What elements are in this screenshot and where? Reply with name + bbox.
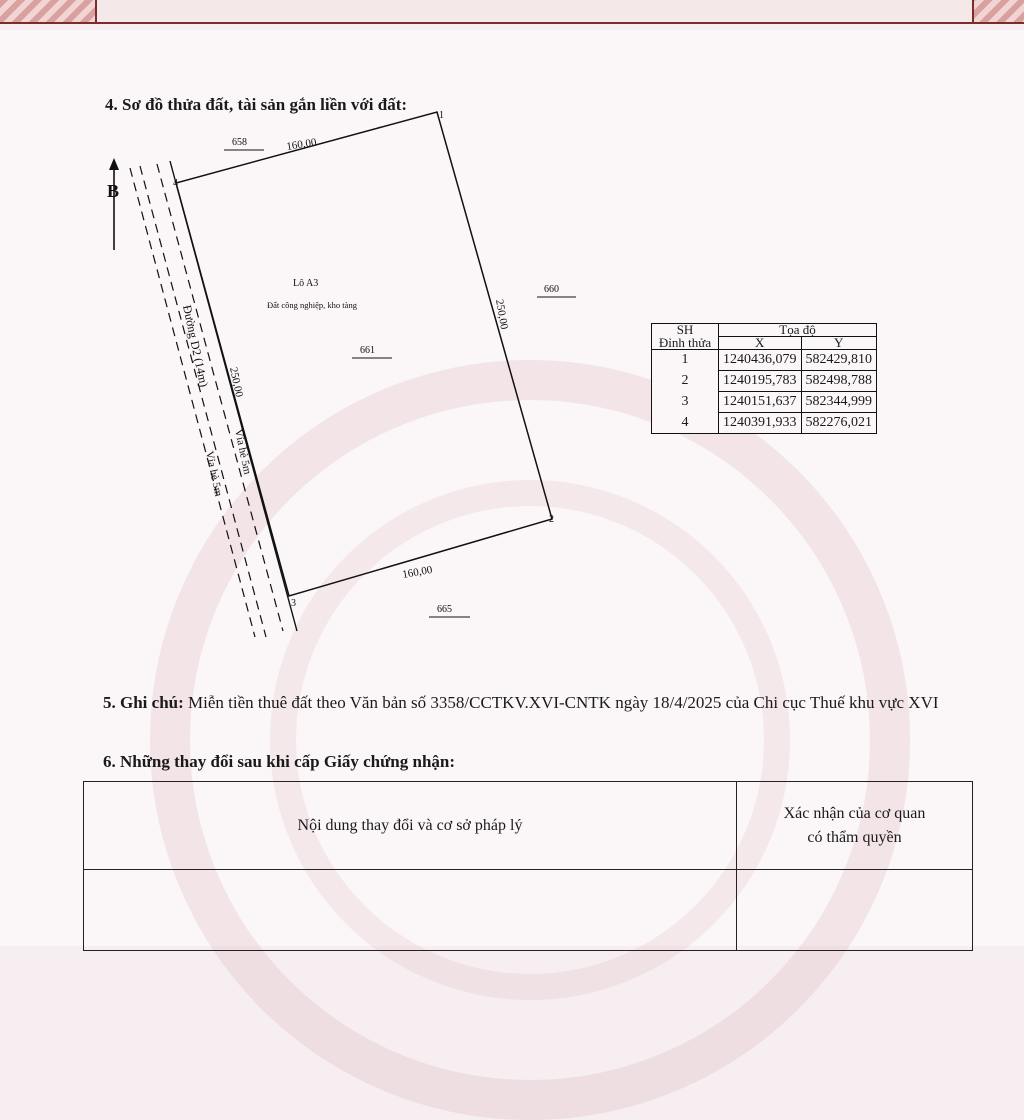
neighbor-parcel-bottom: 665 bbox=[437, 604, 452, 615]
coord-row-sh: 1 bbox=[652, 350, 719, 371]
north-arrowhead-icon bbox=[109, 158, 119, 170]
section-5-note bbox=[103, 688, 973, 717]
vertex-label-1: 1 bbox=[439, 110, 444, 121]
changes-header-confirmation bbox=[737, 782, 973, 870]
note-label: 5. Ghi chú: bbox=[103, 693, 184, 712]
edge-length-bottom: 160,00 bbox=[401, 563, 434, 581]
edge-length-left: 250,00 bbox=[227, 366, 246, 399]
coord-row-y: 582276,021 bbox=[801, 413, 877, 434]
road-name: Đường D2 (14m) bbox=[180, 303, 212, 389]
coord-row-y: 582344,999 bbox=[801, 392, 877, 413]
confirmation-line-2: có thẩm quyền bbox=[807, 828, 902, 846]
changes-table bbox=[83, 781, 973, 951]
coord-row-y: 582498,788 bbox=[801, 371, 877, 392]
changes-row-confirmation bbox=[737, 870, 973, 951]
edge-length-top: 160,00 bbox=[285, 136, 318, 153]
coord-header-sh: SH bbox=[652, 324, 719, 337]
sidewalk-label-upper: Vỉa hè 5m bbox=[232, 428, 254, 476]
coord-row-sh: 4 bbox=[652, 413, 719, 434]
changes-row-content bbox=[84, 870, 737, 951]
confirmation-line-1: Xác nhận của cơ quan bbox=[783, 804, 926, 822]
coord-row-x: 1240195,783 bbox=[719, 371, 802, 392]
coord-row-x: 1240436,079 bbox=[719, 350, 802, 371]
vertex-label-2: 2 bbox=[549, 514, 554, 525]
coordinate-table bbox=[651, 323, 877, 434]
vertex-label-3: 3 bbox=[291, 598, 296, 609]
sidewalk-label-lower: Vỉa hè 5m bbox=[203, 450, 225, 498]
coord-header-coords: Tọa độ bbox=[719, 324, 877, 337]
road-edge-inner bbox=[157, 164, 283, 631]
section-4-title: 4. Sơ đồ thửa đất, tài sản gắn liền với đất: bbox=[105, 95, 408, 114]
land-use-type: Đất công nghiệp, kho tàng bbox=[267, 300, 357, 310]
parcel-number: 661 bbox=[360, 345, 375, 356]
north-label: B bbox=[107, 181, 120, 201]
coord-header-y: Y bbox=[801, 337, 877, 350]
coord-row-sh: 3 bbox=[652, 392, 719, 413]
coord-row-x: 1240391,933 bbox=[719, 413, 802, 434]
section-6-title: 6. Những thay đổi sau khi cấp Giấy chứng nhận: bbox=[103, 752, 456, 771]
coord-row-x: 1240151,637 bbox=[719, 392, 802, 413]
coord-row-sh: 2 bbox=[652, 371, 719, 392]
edge-length-right: 250,00 bbox=[493, 298, 511, 331]
note-text: Miễn tiền thuê đất theo Văn bản số 3358/CCTKV.XVI-CNTK ngày 18/4/2025 của Chi cục Thuế khu vực XVI bbox=[183, 693, 939, 712]
changes-header-content: Nội dung thay đổi và cơ sở pháp lý bbox=[84, 782, 737, 870]
neighbor-parcel-right: 660 bbox=[544, 284, 559, 295]
coord-header-x: X bbox=[719, 337, 802, 350]
vertex-label-4: 4 bbox=[173, 178, 178, 189]
road-centerline bbox=[140, 166, 266, 637]
coord-row-y: 582429,810 bbox=[801, 350, 877, 371]
neighbor-parcel-top: 658 bbox=[232, 137, 247, 148]
coord-header-sh2: Đỉnh thửa bbox=[652, 337, 719, 350]
lot-name: Lô A3 bbox=[293, 278, 319, 289]
